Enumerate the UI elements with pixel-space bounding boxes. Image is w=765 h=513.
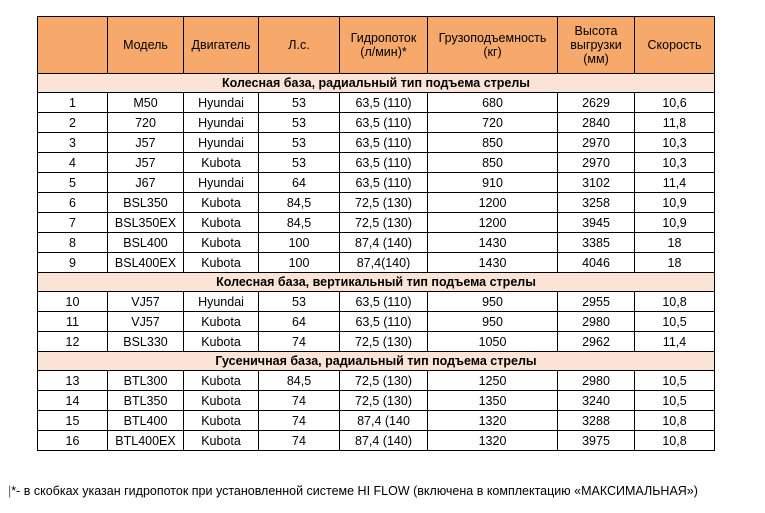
cell-speed: 11,4	[635, 332, 715, 352]
cell-dump-height: 2955	[558, 292, 635, 312]
cell-capacity: 1430	[428, 253, 558, 273]
cell-hp: 84,5	[259, 193, 340, 213]
cell-engine: Kubota	[184, 193, 259, 213]
specs-table	[37, 16, 715, 451]
cell-hp: 53	[259, 153, 340, 173]
cell-num: 10	[38, 292, 108, 312]
cell-speed: 11,4	[635, 173, 715, 193]
cell-model: J67	[108, 173, 184, 193]
table-row	[38, 332, 715, 352]
cell-model: J57	[108, 153, 184, 173]
col-header-hydraulic-flow: Гидропоток (л/мин)*	[340, 17, 428, 74]
table-row	[38, 113, 715, 133]
cell-model: BSL400EX	[108, 253, 184, 273]
cell-capacity: 1200	[428, 213, 558, 233]
table-row	[38, 93, 715, 113]
cell-engine: Kubota	[184, 391, 259, 411]
footnote-text: *- в скобках указан гидропоток при установленной системе HI FLOW (включена в комплектацию «МАКСИМАЛЬНАЯ»)	[11, 484, 698, 498]
cell-model: BSL350	[108, 193, 184, 213]
cell-hp: 84,5	[259, 213, 340, 233]
col-header-capacity: Грузоподъемность (кг)	[428, 17, 558, 74]
cell-hp: 74	[259, 332, 340, 352]
cell-model: 720	[108, 113, 184, 133]
cell-dump-height: 2980	[558, 371, 635, 391]
table-row	[38, 213, 715, 233]
cell-capacity: 720	[428, 113, 558, 133]
cell-model: BSL330	[108, 332, 184, 352]
cell-dump-height: 2970	[558, 133, 635, 153]
section-row	[38, 273, 715, 292]
cell-capacity: 1200	[428, 193, 558, 213]
cell-hp: 100	[259, 253, 340, 273]
cell-model: BTL400	[108, 411, 184, 431]
table-row	[38, 411, 715, 431]
col-header-hp: Л.с.	[259, 17, 340, 74]
cell-hp: 84,5	[259, 371, 340, 391]
cell-engine: Hyundai	[184, 113, 259, 133]
cell-hydraulic-flow: 63,5 (110)	[340, 93, 428, 113]
header-row	[38, 17, 715, 74]
cell-model: BTL400EX	[108, 431, 184, 451]
cell-num: 5	[38, 173, 108, 193]
cell-model: BSL350EX	[108, 213, 184, 233]
section-title: Колесная база, радиальный тип подъема стрелы	[38, 74, 715, 93]
cell-capacity: 910	[428, 173, 558, 193]
cell-hydraulic-flow: 87,4(140)	[340, 253, 428, 273]
cell-speed: 10,8	[635, 411, 715, 431]
cell-dump-height: 2962	[558, 332, 635, 352]
table-row	[38, 312, 715, 332]
cell-hydraulic-flow: 72,5 (130)	[340, 391, 428, 411]
cell-speed: 11,8	[635, 113, 715, 133]
cell-model: BSL400	[108, 233, 184, 253]
cell-speed: 10,9	[635, 193, 715, 213]
cell-speed: 18	[635, 233, 715, 253]
cell-dump-height: 3258	[558, 193, 635, 213]
col-header-model: Модель	[108, 17, 184, 74]
cell-capacity: 1430	[428, 233, 558, 253]
cell-num: 9	[38, 253, 108, 273]
cell-hp: 100	[259, 233, 340, 253]
table-row	[38, 371, 715, 391]
cell-dump-height: 3385	[558, 233, 635, 253]
table-row	[38, 391, 715, 411]
cell-engine: Hyundai	[184, 292, 259, 312]
cell-hydraulic-flow: 87,4 (140)	[340, 233, 428, 253]
table-row	[38, 253, 715, 273]
cell-capacity: 680	[428, 93, 558, 113]
cell-hp: 64	[259, 173, 340, 193]
table-row	[38, 431, 715, 451]
cell-speed: 10,3	[635, 133, 715, 153]
cell-model: M50	[108, 93, 184, 113]
section-row	[38, 74, 715, 93]
cell-engine: Kubota	[184, 233, 259, 253]
cell-hydraulic-flow: 87,4 (140	[340, 411, 428, 431]
cell-num: 14	[38, 391, 108, 411]
cell-dump-height: 3102	[558, 173, 635, 193]
cell-engine: Kubota	[184, 253, 259, 273]
cell-num: 13	[38, 371, 108, 391]
cell-capacity: 1350	[428, 391, 558, 411]
cell-hydraulic-flow: 72,5 (130)	[340, 193, 428, 213]
section-row	[38, 352, 715, 371]
table-row	[38, 173, 715, 193]
cell-model: VJ57	[108, 312, 184, 332]
cell-capacity: 1050	[428, 332, 558, 352]
cell-speed: 10,5	[635, 371, 715, 391]
cell-capacity: 1250	[428, 371, 558, 391]
footnote-mark: |	[8, 484, 12, 498]
col-header-speed: Скорость	[635, 17, 715, 74]
table-row	[38, 193, 715, 213]
cell-engine: Kubota	[184, 371, 259, 391]
cell-dump-height: 3975	[558, 431, 635, 451]
cell-hp: 53	[259, 113, 340, 133]
cell-engine: Kubota	[184, 312, 259, 332]
cell-model: VJ57	[108, 292, 184, 312]
cell-dump-height: 3945	[558, 213, 635, 233]
cell-hydraulic-flow: 63,5 (110)	[340, 312, 428, 332]
section-title: Колесная база, вертикальный тип подъема стрелы	[38, 273, 715, 292]
cell-hp: 53	[259, 133, 340, 153]
cell-speed: 18	[635, 253, 715, 273]
section-title: Гусеничная база, радиальный тип подъема стрелы	[38, 352, 715, 371]
cell-speed: 10,8	[635, 431, 715, 451]
cell-hydraulic-flow: 72,5 (130)	[340, 332, 428, 352]
cell-model: BTL300	[108, 371, 184, 391]
cell-hydraulic-flow: 87,4 (140)	[340, 431, 428, 451]
cell-dump-height: 2970	[558, 153, 635, 173]
cell-model: BTL350	[108, 391, 184, 411]
col-header-num	[38, 17, 108, 74]
cell-dump-height: 2980	[558, 312, 635, 332]
cell-hydraulic-flow: 72,5 (130)	[340, 371, 428, 391]
cell-hp: 53	[259, 292, 340, 312]
cell-hydraulic-flow: 63,5 (110)	[340, 133, 428, 153]
cell-engine: Kubota	[184, 431, 259, 451]
cell-hydraulic-flow: 63,5 (110)	[340, 153, 428, 173]
footnote	[8, 484, 698, 498]
cell-engine: Kubota	[184, 213, 259, 233]
cell-model: J57	[108, 133, 184, 153]
table-row	[38, 233, 715, 253]
cell-dump-height: 4046	[558, 253, 635, 273]
cell-speed: 10,8	[635, 292, 715, 312]
cell-num: 3	[38, 133, 108, 153]
cell-dump-height: 3240	[558, 391, 635, 411]
table-row	[38, 292, 715, 312]
cell-hydraulic-flow: 63,5 (110)	[340, 292, 428, 312]
cell-capacity: 950	[428, 292, 558, 312]
cell-dump-height: 2629	[558, 93, 635, 113]
cell-hydraulic-flow: 72,5 (130)	[340, 213, 428, 233]
cell-num: 2	[38, 113, 108, 133]
table-row	[38, 153, 715, 173]
cell-capacity: 950	[428, 312, 558, 332]
cell-engine: Kubota	[184, 332, 259, 352]
cell-engine: Hyundai	[184, 133, 259, 153]
cell-num: 11	[38, 312, 108, 332]
cell-engine: Kubota	[184, 411, 259, 431]
cell-num: 6	[38, 193, 108, 213]
cell-capacity: 1320	[428, 431, 558, 451]
cell-num: 7	[38, 213, 108, 233]
cell-dump-height: 3288	[558, 411, 635, 431]
cell-dump-height: 2840	[558, 113, 635, 133]
col-header-engine: Двигатель	[184, 17, 259, 74]
cell-num: 4	[38, 153, 108, 173]
cell-capacity: 1320	[428, 411, 558, 431]
cell-num: 8	[38, 233, 108, 253]
cell-engine: Hyundai	[184, 93, 259, 113]
cell-num: 15	[38, 411, 108, 431]
cell-capacity: 850	[428, 153, 558, 173]
table-row	[38, 133, 715, 153]
cell-speed: 10,6	[635, 93, 715, 113]
cell-hp: 74	[259, 411, 340, 431]
cell-hp: 53	[259, 93, 340, 113]
cell-hp: 74	[259, 431, 340, 451]
cell-hydraulic-flow: 63,5 (110)	[340, 113, 428, 133]
cell-speed: 10,5	[635, 391, 715, 411]
cell-speed: 10,5	[635, 312, 715, 332]
col-header-dump-height: Высота выгрузки (мм)	[558, 17, 635, 74]
cell-hydraulic-flow: 63,5 (110)	[340, 173, 428, 193]
cell-num: 12	[38, 332, 108, 352]
cell-num: 1	[38, 93, 108, 113]
cell-hp: 74	[259, 391, 340, 411]
cell-engine: Hyundai	[184, 173, 259, 193]
cell-hp: 64	[259, 312, 340, 332]
cell-engine: Kubota	[184, 153, 259, 173]
cell-capacity: 850	[428, 133, 558, 153]
cell-speed: 10,9	[635, 213, 715, 233]
cell-speed: 10,3	[635, 153, 715, 173]
cell-num: 16	[38, 431, 108, 451]
